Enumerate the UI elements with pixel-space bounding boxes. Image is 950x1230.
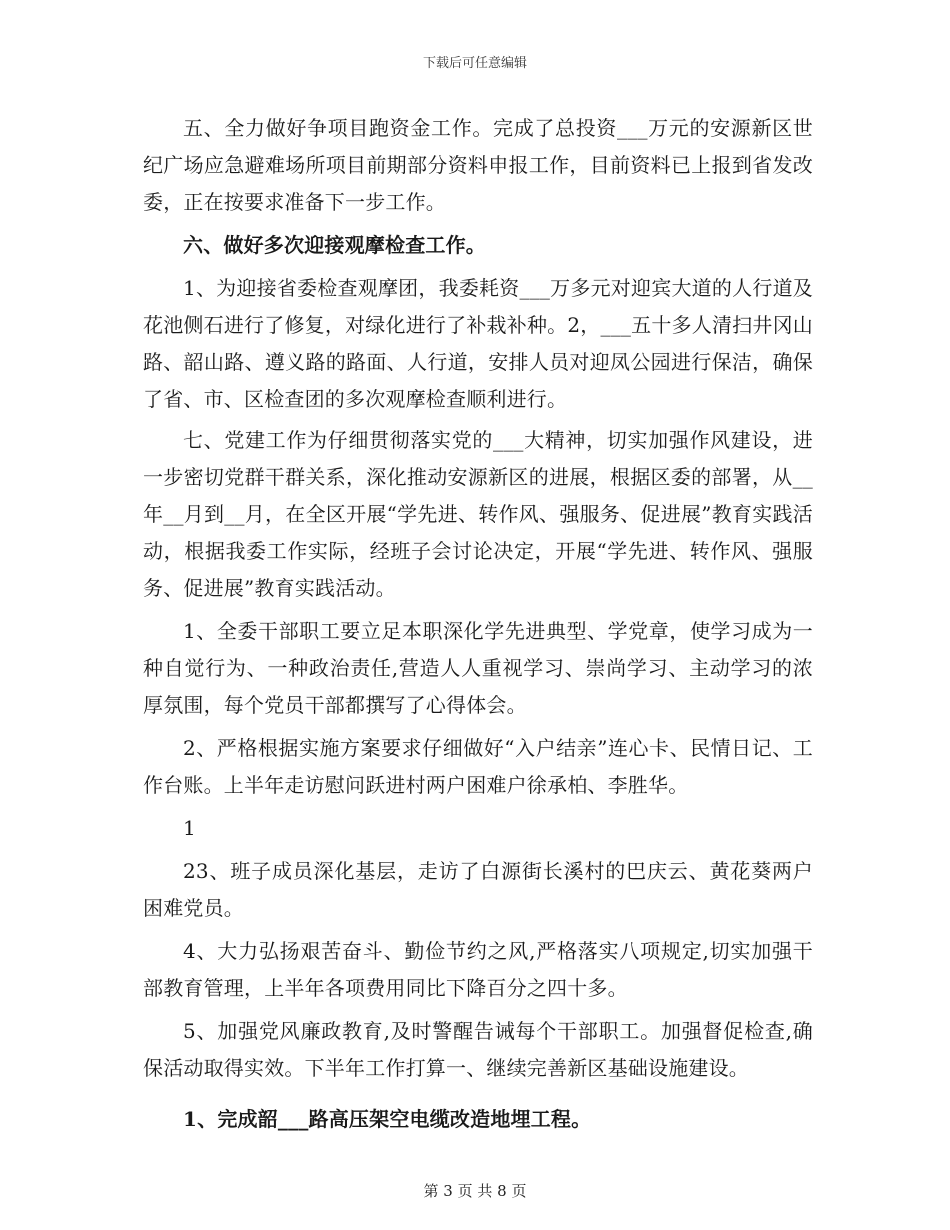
- paragraph-grassroots: 23、班子成员深化基层，走访了白源街长溪村的巴庆云、黄花葵两户困难党员。: [143, 859, 813, 920]
- paragraph-household-visits: 2、严格根据实施方案要求仔细做好“入户结亲”连心卡、民情日记、工作台账。上半年走访慰问跃进村两户困难户徐承柏、李胜华。: [143, 736, 813, 797]
- heading-cable-project: 1、完成韶___路高压架空电缆改造地埋工程。: [183, 1107, 592, 1131]
- page-number-inline: 1: [183, 816, 196, 840]
- page-footer: 第 3 页 共 8 页: [423, 1182, 527, 1200]
- paragraph-section-7: 七、党建工作为仔细贯彻落实党的___大精神，切实加强作风建设，进一步密切党群干群关系，深化推动安源新区的进展，根据区委的部署，从__年__月到__月，在全区开展“学先进、转作风、强服务、促进展”教育实践活动，根据我委工作实际，经班子会讨论决定，开展“学先进、转作风、强服务、促进展”教育实践活动。: [143, 428, 813, 600]
- heading-section-6: 六、做好多次迎接观摩检查工作。: [183, 233, 486, 257]
- paragraph-frugality: 4、大力弘扬艰苦奋斗、勤俭节约之风,严格落实八项规定,切实加强干部教育管理，上半年各项费用同比下降百分之四十多。: [143, 939, 813, 1000]
- document-body: [143, 110, 813, 1138]
- paragraph-integrity: 5、加强党风廉政教育,及时警醒告诫每个干部职工。加强督促检查,确保活动取得实效。下半年工作打算一、继续完善新区基础设施建设。: [143, 1019, 813, 1080]
- page-header: 下载后可任意编辑: [422, 56, 527, 71]
- paragraph-study: 1、全委干部职工要立足本职深化学先进典型、学党章，使学习成为一种自觉行为、一种政治责任,营造人人重视学习、崇尚学习、主动学习的浓厚氛围，每个党员干部都撰写了心得体会。: [143, 619, 813, 717]
- paragraph-inspection: 1、为迎接省委检查观摩团，我委耗资___万多元对迎宾大道的人行道及花池侧石进行了修复，对绿化进行了补栽补种。2，___五十多人清扫井冈山路、韶山路、遵义路的路面、人行道，安排人员对迎凤公园进行保洁，确保了省、市、区检查团的多次观摩检查顺利进行。: [143, 276, 813, 411]
- paragraph-section-5: 五、全力做好争项目跑资金工作。完成了总投资___万元的安源新区世纪广场应急避难场所项目前期部分资料申报工作，目前资料已上报到省发改委，正在按要求准备下一步工作。: [143, 116, 813, 214]
